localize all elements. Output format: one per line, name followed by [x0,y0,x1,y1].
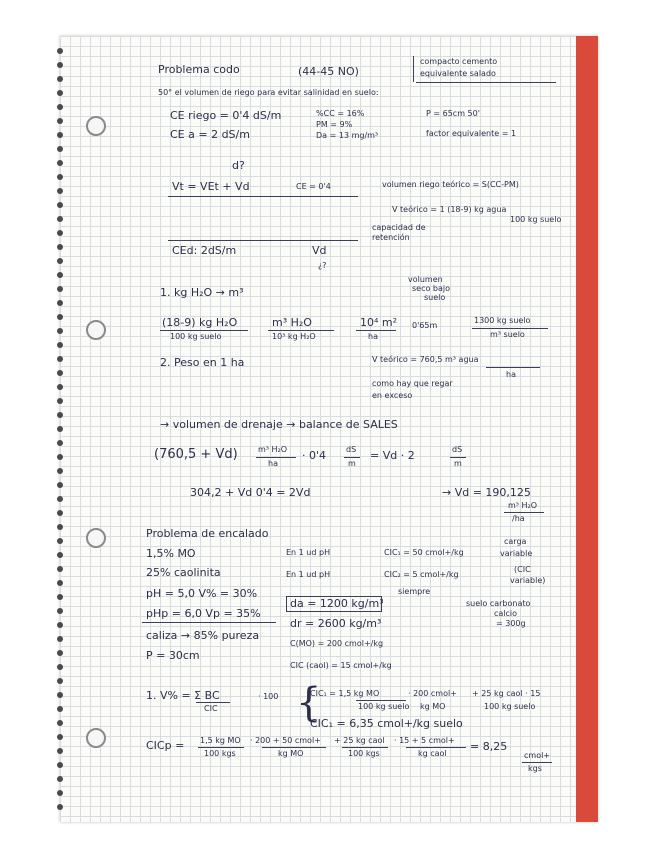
p2-ph1: pH = 5,0 V% = 30% [146,587,258,600]
p2-depth: P = 30cm [146,649,200,662]
spiral-binding [57,48,65,818]
calc-v: 1. V% = Σ BC [146,689,220,702]
eq3-unit-num: m³ H₂O [508,501,538,510]
given-cc: %CC = 16% [316,109,365,118]
calc-cp-unit-den: kgs [528,764,542,773]
calc-cic1-d: kg MO [420,702,446,711]
eq1-denom: 100 kg suelo [510,215,562,224]
eq2-rhs: = Vd · 2 [370,449,415,462]
step1-f1-num: (18-9) kg H₂O [162,316,238,329]
p2-cond3: = 300g [496,619,526,628]
p2-carga3: (CIC [514,565,531,574]
p2-cic-mo-label: En 1 ud pH [286,548,331,557]
intro-text: 50° el volumen de riego para evitar salinidad en suelo: [158,88,379,97]
calc-cic1-b: 100 kg suelo [358,702,410,711]
calc-cp-result: = 8,25 [470,740,508,753]
step2-note2: en exceso [372,391,413,400]
calc-cp-h: kg caol [418,749,447,758]
step1-f4: 0'65m [412,321,438,330]
calc-cp-e: + 25 kg caol [334,736,385,745]
calc-cp-a: 1,5 kg MO [200,736,241,745]
eq1-main: Vt = VEt + Vd [172,180,250,193]
page-edge-red [576,36,598,822]
step1-vol2: seco bajo [412,284,451,293]
step1-f1-den: 100 kg suelo [170,332,222,341]
p2-da: da = 1200 kg/m³ [290,597,384,610]
calc-cp-g: · 15 + 5 cmol+ [394,736,455,745]
eq2-frac2-den: m [348,459,356,468]
eq1-vteo: V teórico = 1 (18-9) kg agua [392,205,507,214]
problem-code: (44-45 NO) [298,65,359,78]
p2-ph2: pHp = 6,0 Vp = 35% [146,607,261,620]
eq2-frac3-den: m [454,459,462,468]
eq1-question: d? [232,159,245,172]
p2-cic-mo2: C(MO) = 200 cmol+/kg [290,639,384,648]
step1-f5-den: m³ suelo [490,330,525,339]
given-pm: PM = 9% [316,120,353,129]
step2-note1: como hay que regar [372,379,453,388]
p2-carga1: carga [504,537,527,546]
calc-cp-d: kg MO [278,749,304,758]
calc-cic1-f: 100 kg suelo [484,702,536,711]
step1-f2-num: m³ H₂O [272,316,312,329]
eq1-vd-question: ¿? [318,261,327,270]
step1-f2-den: 10³ kg H₂O [272,332,316,341]
step1-f3-num: 10⁴ m² [360,316,398,329]
eq3-unit-den: /ha [512,514,525,523]
given-ce-a: CE a = 2 dS/m [170,128,250,141]
p2-siempre: siempre [398,587,431,596]
calc-v-mult: · 100 [258,692,279,701]
eq1-ce: CE = 0'4 [296,182,331,191]
calc-cp-unit-num: cmol+ [524,751,551,760]
eq2-frac-den: ha [268,459,278,468]
p2-cic-caol: CIC (caol) = 15 cmol+/kg [290,661,392,670]
p2-cic-c: CIC₂ = 5 cmol+/kg [384,570,459,579]
problem2-title: Problema de encalado [146,527,269,540]
calc-cic1-result: CIC₁ = 6,35 cmol+/kg suelo [310,717,463,730]
punch-hole [86,116,106,136]
step2-vteo: V teórico = 760,5 m³ agua [372,355,479,364]
eq2-frac2-num: dS [346,445,357,454]
given-ce-riego: CE riego = 0'4 dS/m [170,109,282,122]
header-note-1: compacto cemento [420,57,498,66]
calc-cp-b: 100 kgs [204,749,236,758]
step1-f5-num: 1300 kg suelo [474,316,531,325]
p2-clay: 25% caolinita [146,566,221,579]
eq1-vd: Vd [312,244,327,257]
p2-dr: dr = 2600 kg/m³ [290,617,382,630]
eq3-result: → Vd = 190,125 [442,486,531,499]
step1-vol3: suelo [424,293,446,302]
eq2-lhs: (760,5 + Vd) [154,447,238,462]
step2-label: 2. Peso en 1 ha [160,356,245,369]
eq1-volume: volumen riego teórico = S(CC-PM) [382,180,519,189]
eq2-mid: · 0'4 [302,449,327,462]
p2-cond2: calcio [494,609,518,618]
given-da: Da = 13 mg/m³ [316,131,379,140]
p2-carga4: variable) [510,576,546,585]
step1-vol1: volumen [408,275,443,284]
eq1-cap1: capacidad de [372,223,426,232]
given-p: P = 65cm 50' [426,109,480,118]
calc-cp-f: 100 kgs [348,749,380,758]
step2-unit: ha [506,370,516,379]
calc-cic1-c: · 200 cmol+ [408,689,457,698]
calc-cicp-label: CICp = [146,739,185,752]
step1-label: 1. kg H₂O → m³ [160,286,244,299]
calc-cp-c: · 200 + 50 cmol+ [250,736,321,745]
problem-title: Problema codo [158,63,240,76]
given-factor: factor equivalente = 1 [426,129,517,138]
eq1-cap2: retención [372,233,410,242]
p2-caliza: caliza → 85% pureza [146,629,260,642]
p2-cond1: suelo carbonato [466,599,531,608]
p2-cic-c-label: En 1 ud pH [286,570,331,579]
eq1-ced: CEd: 2dS/m [172,244,237,257]
p2-mo: 1,5% MO [146,547,196,560]
eq3-left: 304,2 + Vd 0'4 = 2Vd [190,486,311,499]
step1-f3-den: ha [368,332,378,341]
header-note-2: equivalente salado [420,69,496,78]
balance-heading: → volumen de drenaje → balance de SALES [160,418,398,431]
eq2-frac3-num: dS [452,445,463,454]
calc-v-den: CIC [204,704,218,713]
calc-cic1-e: + 25 kg caol · 15 [472,689,541,698]
punch-hole [86,320,106,340]
punch-hole [86,728,106,748]
calc-cic1-a: CIC₁ = 1,5 kg MO [310,689,380,698]
punch-hole [86,528,106,548]
p2-cic-mo: CIC₁ = 50 cmol+/kg [384,548,464,557]
eq2-frac-num: m³ H₂O [258,445,288,454]
p2-carga2: variable [500,549,533,558]
